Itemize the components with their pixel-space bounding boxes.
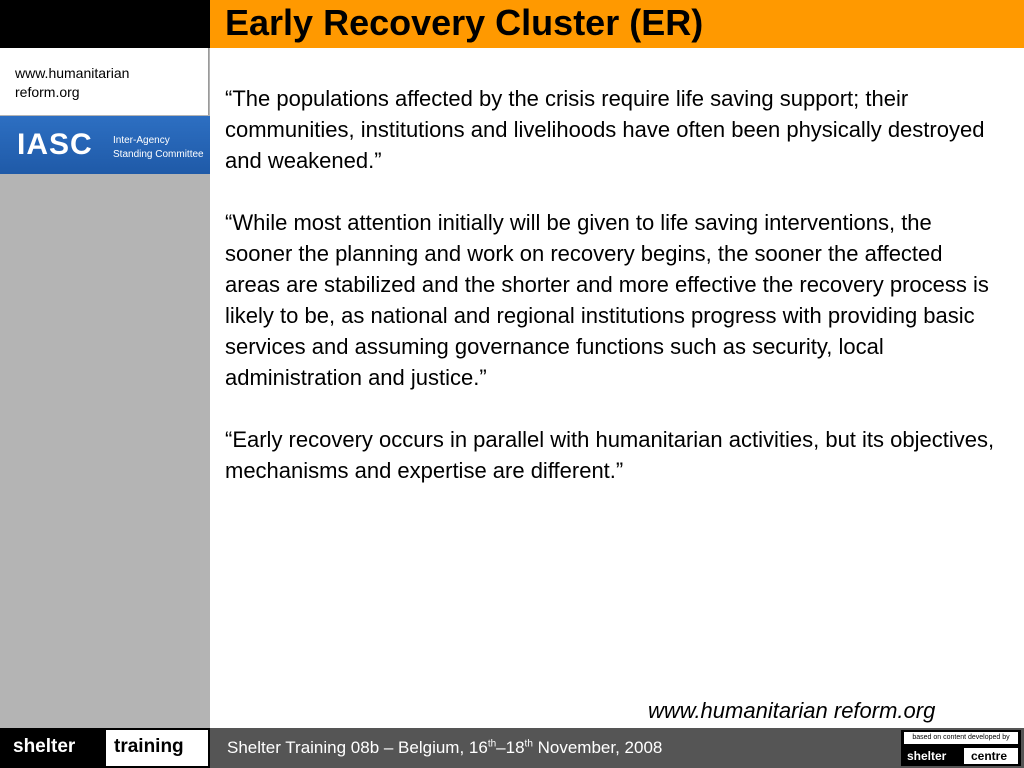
event-suffix: November, 2008 [532,738,663,757]
shelter-training-logo [0,728,210,768]
event-dash: –18 [496,738,525,757]
logo-training-text: training [114,736,184,757]
event-sup-2: th [524,738,533,750]
quote-paragraph-3: “Early recovery occurs in parallel with humanitarian activities, but its objectives, mechanisms and expertise are different.” [225,427,995,483]
website-link[interactable] [15,64,195,102]
iasc-subtitle [113,134,204,162]
event-sup-1: th [487,738,497,750]
iasc-logo-box [0,116,210,174]
top-left-block [0,0,210,48]
logo-training-box [106,730,208,766]
event-prefix: Shelter Training 08b – Belgium, 16 [227,738,488,757]
sc-centre-text: centre [971,749,1008,763]
event-info [227,737,662,759]
website-box [0,48,209,115]
logo-shelter-text: shelter [13,736,76,757]
sc-shelter-text: shelter [907,749,947,763]
website-line-2: reform.org [15,84,80,100]
sc-based-on: based on content developed by [904,732,1018,744]
website-line-1: www.humanitarian [15,65,130,81]
quote-paragraph-2: “While most attention initially will be given to life saving interventions, the sooner the planning and work on recovery begins, the sooner the affected areas are stabilized and the shorter and more effective the recovery process is likely to be, as national and regional institutions progress with providing basic services and assuming governance functions such as security, local administration and justice.” [225,210,989,390]
iasc-logo: IASC [17,128,93,161]
quote-paragraph-1: “The populations affected by the crisis require life saving support; their communities, institutions and livelihoods have often been physically destroyed and weakened.” [225,86,985,173]
sc-centre-box [964,748,1018,764]
iasc-subtitle-line-1: Inter-Agency [113,135,170,146]
slide-title: Early Recovery Cluster (ER) [225,2,704,43]
shelter-centre-logo [901,730,1021,766]
source-url[interactable]: www.humanitarian reform.org [648,698,936,723]
title-bar [210,0,1024,48]
footer-bar [0,728,1024,768]
slide-body [225,83,1000,517]
iasc-subtitle-line-2: Standing Committee [113,149,204,160]
